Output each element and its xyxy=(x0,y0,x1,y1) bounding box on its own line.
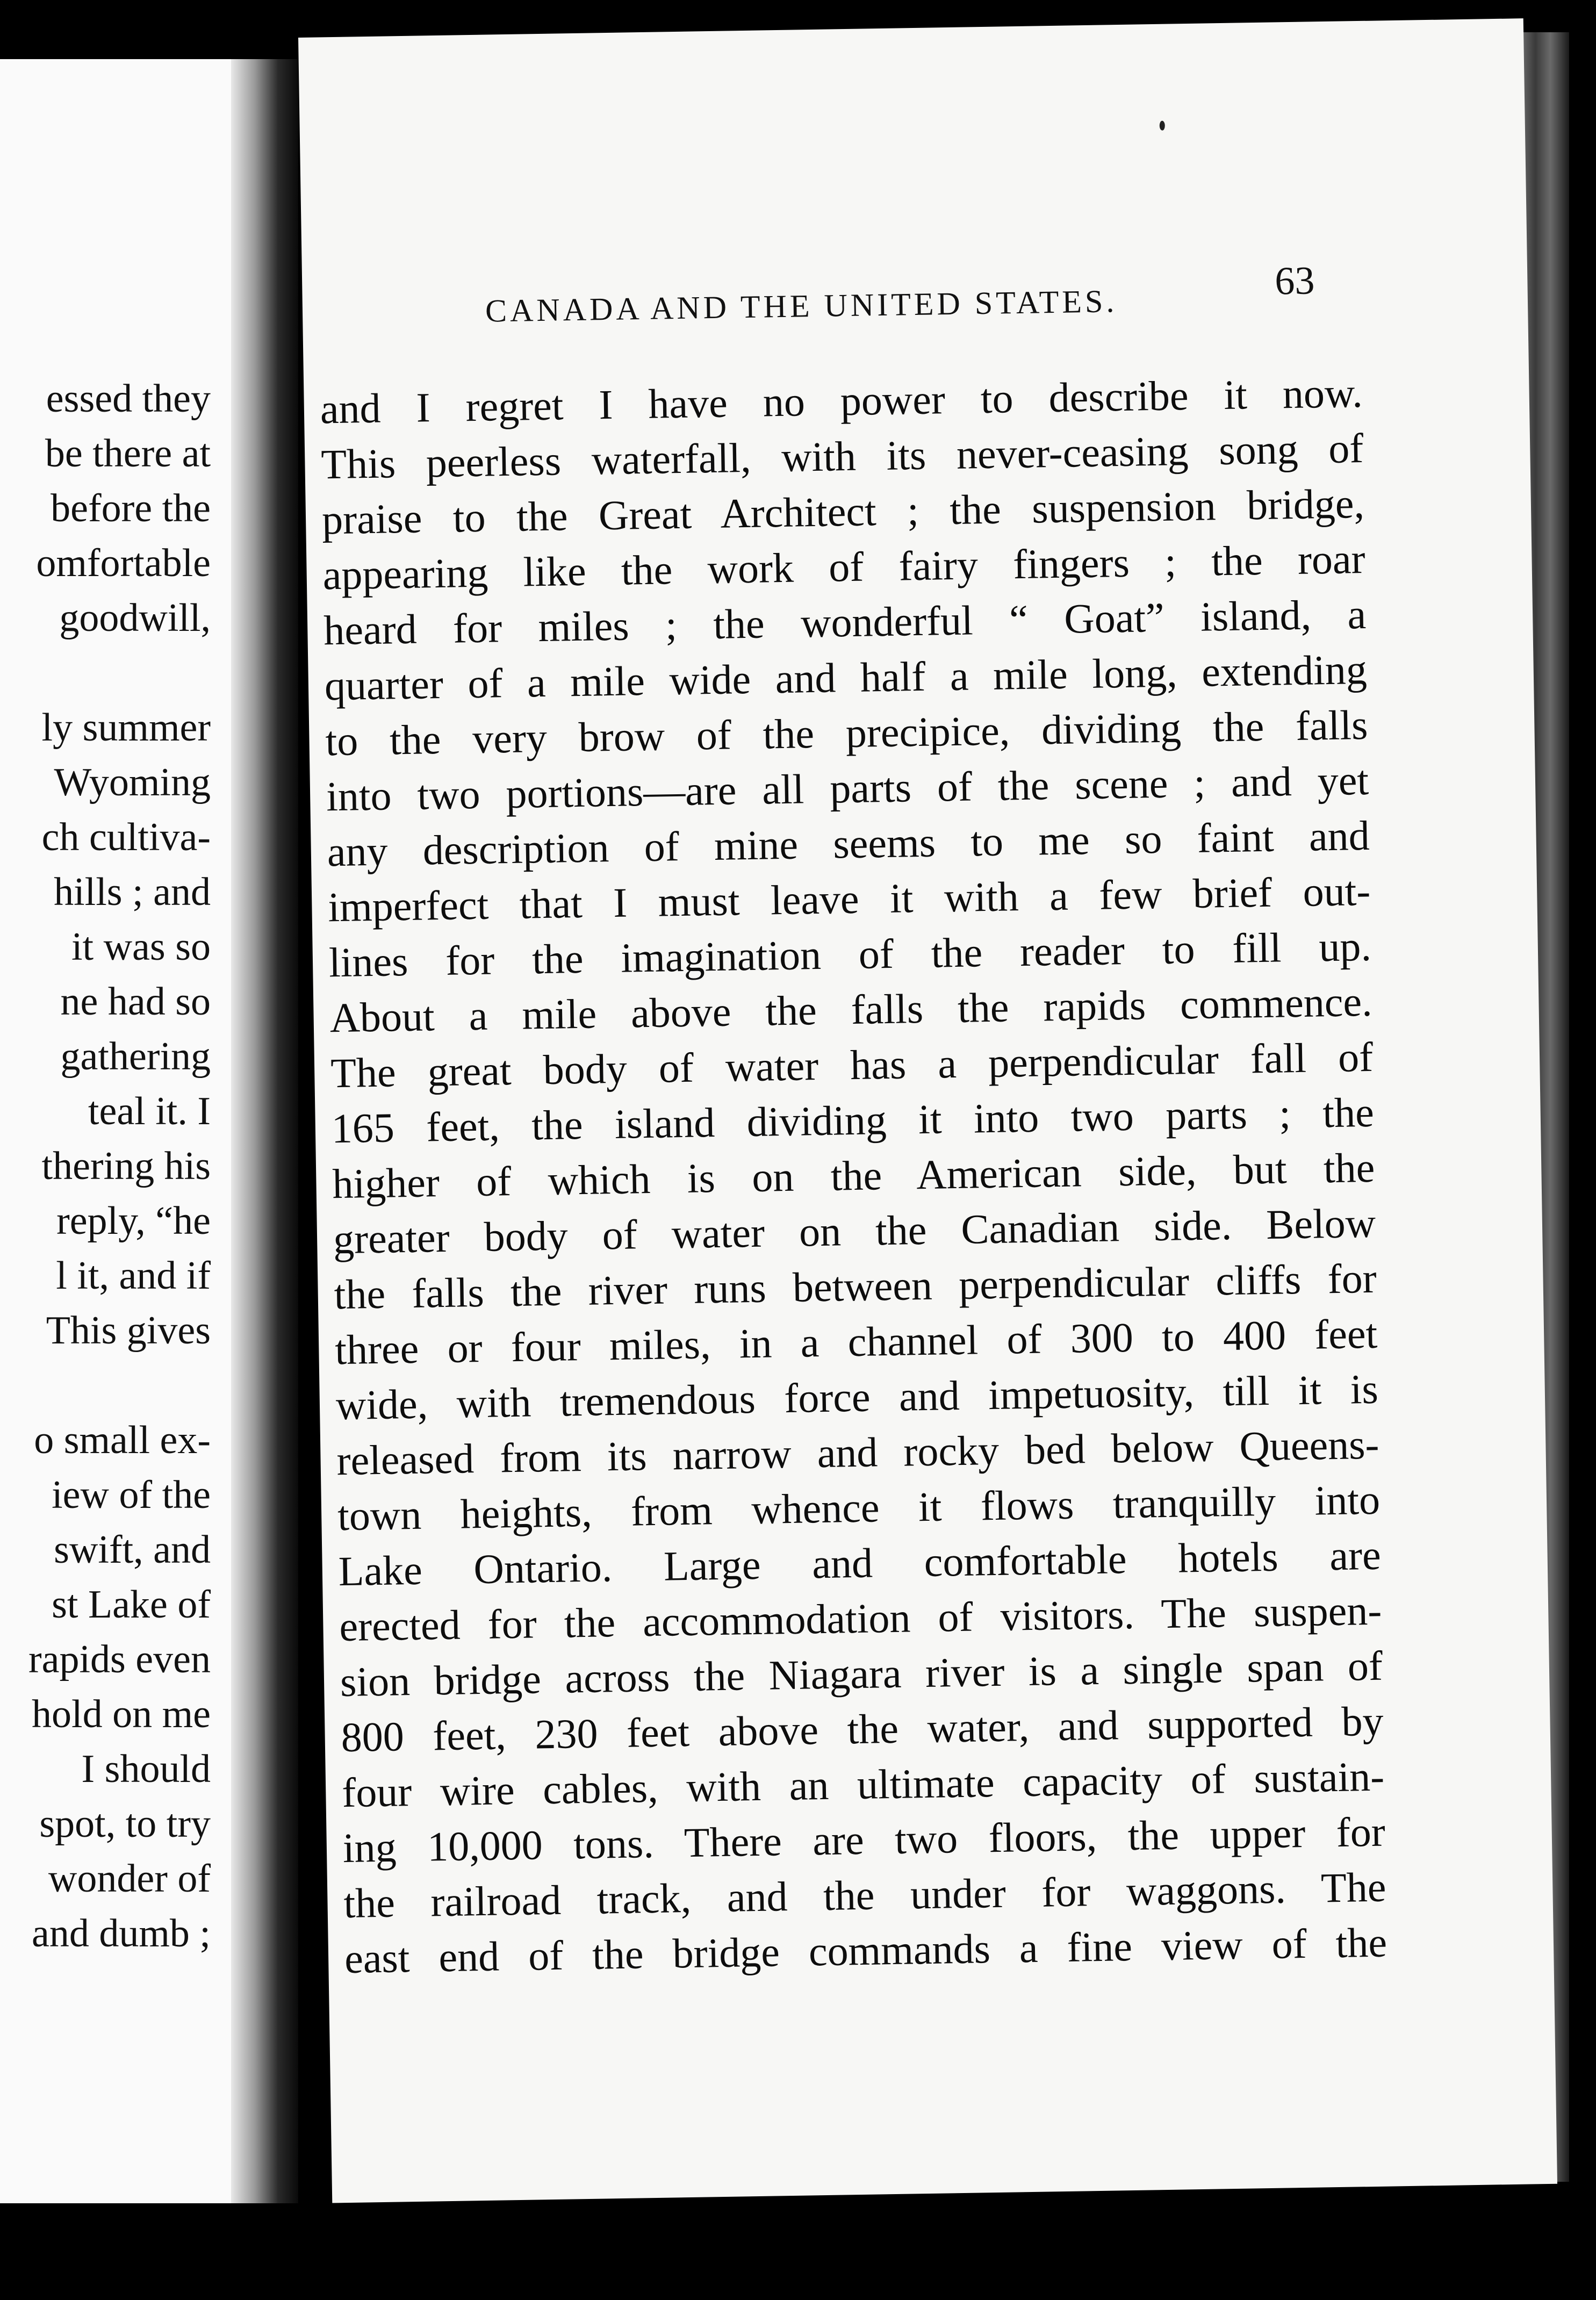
text-line: any description of mine seems to me so faint and xyxy=(327,811,1370,875)
text-line: praise to the Great Architect ; the suspension bridge, xyxy=(321,479,1365,543)
text-line: lines for the imagination of the reader to fill up. xyxy=(328,922,1372,986)
left-page-line: ly summer xyxy=(41,706,211,750)
text-line: greater body of water on the Canadian side. Below xyxy=(333,1199,1376,1263)
text-line: 800 feet, 230 feet above the water, and supported by xyxy=(341,1697,1384,1761)
text-line: higher of which is on the American side, but the xyxy=(332,1144,1375,1208)
left-page-line: hold on me xyxy=(32,1692,211,1736)
left-page-line: and dumb ; xyxy=(32,1911,211,1956)
left-page-line: spot, to try xyxy=(39,1802,211,1846)
text-line: appearing like the work of fairy fingers ; the roar xyxy=(322,535,1366,599)
left-page-line: goodwill, xyxy=(59,596,211,640)
left-page-line: teal it. I xyxy=(88,1089,211,1133)
left-page-line: thering his xyxy=(41,1144,211,1188)
text-line: east end of the bridge commands a fine view of the xyxy=(344,1918,1387,1982)
left-page-line: st Lake of xyxy=(52,1583,211,1627)
book-gutter xyxy=(231,59,298,2203)
text-line: The great body of water has a perpendicular fall of xyxy=(330,1033,1374,1097)
body-text xyxy=(320,365,1387,1986)
text-line: Lake Ontario. Large and comfortable hotels are xyxy=(338,1531,1382,1595)
text-line: into two portions—are all parts of the scene ; and yet xyxy=(326,756,1369,820)
left-page-line: gathering xyxy=(60,1034,211,1079)
left-page-line: hills ; and xyxy=(54,870,211,914)
left-page-line: o small ex- xyxy=(34,1418,211,1462)
left-page-line: iew of the xyxy=(52,1473,211,1517)
text-line: four wire cables, with an ultimate capacity of sustain- xyxy=(341,1752,1385,1816)
text-line: wide, with tremendous force and impetuosity, till it is xyxy=(335,1365,1379,1429)
left-page-line: essed they xyxy=(46,377,211,421)
left-page-line: be there at xyxy=(45,432,211,476)
text-line: quarter of a mile wide and half a mile long, extending xyxy=(324,645,1368,709)
left-page-line: ch cultiva- xyxy=(41,815,211,859)
left-page-line: ne had so xyxy=(60,980,211,1024)
text-line: imperfect that I must leave it with a few brief out- xyxy=(327,867,1371,931)
left-page-line: l it, and if xyxy=(56,1254,211,1298)
page-number: 63 xyxy=(1274,258,1315,304)
running-head: CANADA AND THE UNITED STATES. xyxy=(485,283,1118,329)
left-page-line: rapids even xyxy=(28,1637,211,1681)
text-line: erected for the accommodation of visitors. The suspen- xyxy=(339,1586,1382,1650)
text-line: 165 feet, the island dividing it into two parts ; the xyxy=(331,1088,1375,1152)
text-line: About a mile above the falls the rapids commence. xyxy=(329,978,1373,1041)
left-page-line: reply, “he xyxy=(56,1199,211,1243)
left-page-line: swift, and xyxy=(54,1528,211,1572)
text-line: ing 10,000 tons. There are two floors, the upper for xyxy=(342,1808,1386,1872)
left-page-line: omfortable xyxy=(36,541,211,585)
text-line: heard for miles ; the wonderful “ Goat” island, a xyxy=(323,590,1367,654)
left-page-line: before the xyxy=(51,486,211,530)
text-line: and I regret I have no power to describe it now. xyxy=(320,369,1363,433)
left-page-line: it was so xyxy=(71,925,211,969)
left-page-line: wonder of xyxy=(48,1857,211,1901)
ink-speck xyxy=(1160,121,1165,131)
text-line: town heights, from whence it flows tranquilly into xyxy=(337,1476,1381,1540)
text-line: released from its narrow and rocky bed below Queens- xyxy=(336,1420,1380,1484)
left-page-line: This gives xyxy=(46,1309,211,1353)
text-line: to the very brow of the precipice, dividing the falls xyxy=(325,701,1369,765)
text-line: This peerless waterfall, with its never-ceasing song of xyxy=(320,424,1364,488)
current-page xyxy=(298,18,1557,2203)
text-line: the falls the river runs between perpendicular cliffs for xyxy=(334,1254,1377,1318)
left-page-line: Wyoming xyxy=(54,760,211,804)
previous-page-fragment xyxy=(0,59,261,2203)
text-line: three or four miles, in a channel of 300 to 400 feet xyxy=(334,1310,1378,1374)
text-line: the railroad track, and the under for waggons. The xyxy=(343,1863,1386,1927)
left-page-line: I should xyxy=(81,1747,211,1791)
text-line: sion bridge across the Niagara river is a single span of xyxy=(340,1642,1383,1706)
